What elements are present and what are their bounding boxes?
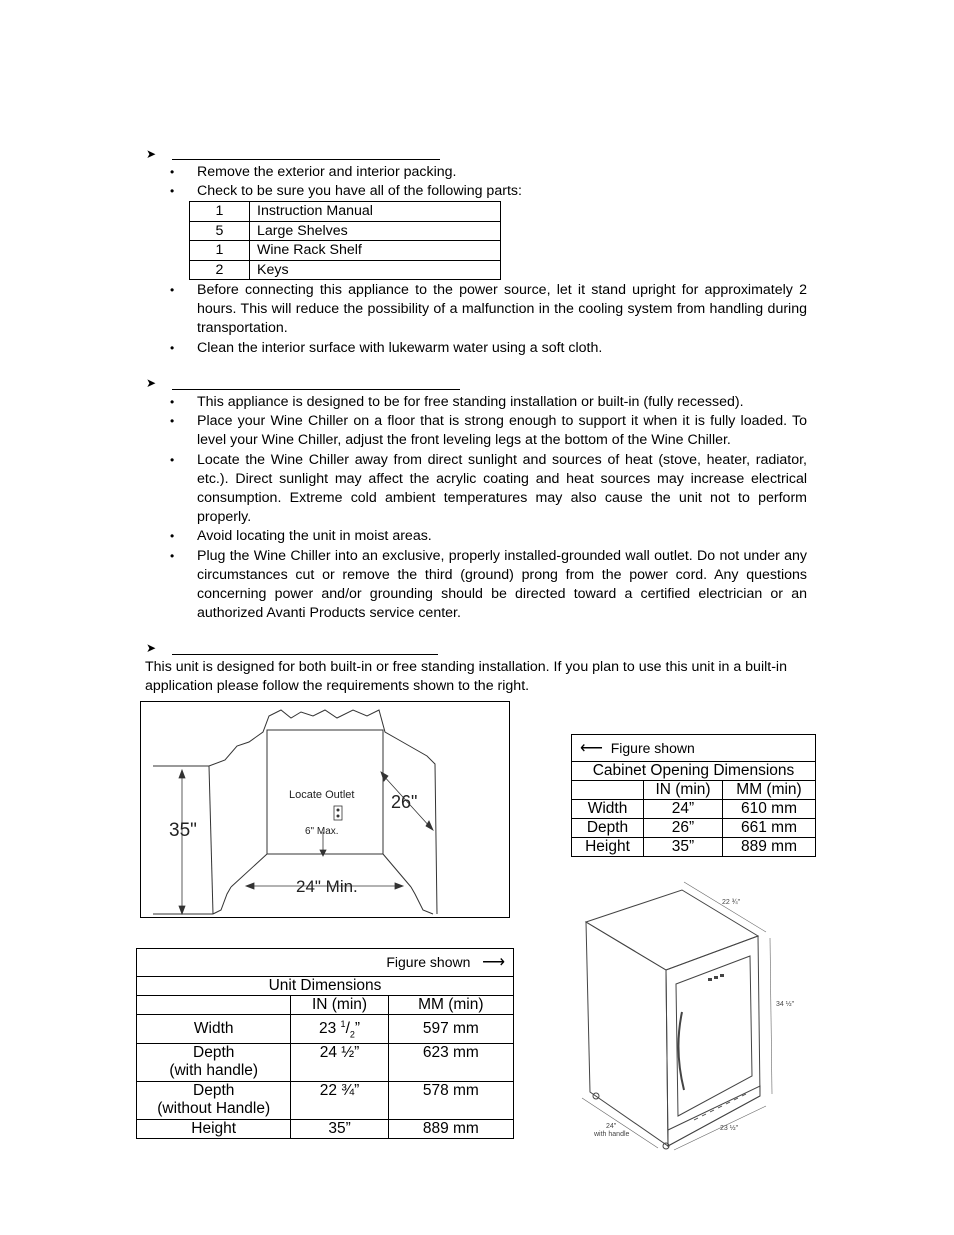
section2-bullets [197,393,807,623]
locate-outlet-label: Locate Outlet [289,789,355,801]
col-mm: MM (min) [723,781,816,800]
row-label [137,1082,291,1120]
row-label: Height [137,1120,291,1139]
width-in-num: 1 [340,1019,346,1029]
table-row [137,996,514,1015]
row-in: 26” [644,819,723,838]
table-title: Cabinet Opening Dimensions [572,762,816,781]
row-in: 24 ½” [291,1044,388,1082]
list-item: • Place your Wine Chiller on a floor that is strong enough to support it when it is fully loaded. To level your Wine Chiller, adjust the front leveling legs at the bottom of the Wine Chiller. [197,412,807,450]
table-row [572,838,816,857]
table-title: Unit Dimensions [137,977,514,996]
bottom-left-dim-label: 24" [606,1123,617,1130]
width-label: 24" Min. [296,877,358,896]
col-in: IN (min) [291,996,388,1015]
width-in-close: ” [354,1020,361,1038]
section-arrow-3: ➤ [146,641,157,655]
blank-cell [137,996,291,1015]
row-in: 35” [644,838,723,857]
table-row [190,202,501,222]
section-arrow-1: ➤ [146,147,157,161]
list-item: • Remove the exterior and interior packing. [197,163,807,182]
section1-bullets [197,163,807,201]
table-row [572,762,816,781]
figure-note-cell [137,949,514,977]
table-row [572,735,816,762]
row-label [137,1044,291,1082]
list-item: • Before connecting this appliance to the power source, let it stand upright for approximately 2 hours. This will reduce the possibility of a malfunction in the cooling system from handling during transportation. [197,281,807,339]
part-qty: 5 [190,221,250,241]
table-row [137,1120,514,1139]
row-mm: 623 mm [388,1044,513,1082]
table-row [137,949,514,977]
section-heading-1-rule [172,159,440,160]
section-heading-3-rule [172,654,438,655]
table-row [572,800,816,819]
max-label: 6" Max. [305,826,339,837]
row-mm: 597 mm [388,1015,513,1044]
arrow-right-icon: ⟶ [482,954,505,971]
section-arrow-2: ➤ [146,376,157,390]
part-qty: 2 [190,260,250,280]
table-row [137,1015,514,1044]
bottom-right-dim-label: 23 ½" [720,1125,739,1132]
table-row [137,977,514,996]
row-in: 24” [644,800,723,819]
row-label-line1: Depth [193,1044,235,1062]
row-mm: 889 mm [723,838,816,857]
row-mm: 578 mm [388,1082,513,1120]
table-row [137,1044,514,1082]
figure-note: Figure shown [610,739,695,756]
cabinet-opening-figure [140,701,510,918]
row-label: Width [137,1015,291,1044]
side-dim-label: 34 ½" [776,1001,795,1008]
row-label-line1: Depth [193,1082,235,1100]
table-row [190,260,501,280]
cabinet-opening-drawing [141,702,509,917]
col-mm: MM (min) [388,996,513,1015]
parts-table [189,201,501,280]
col-in: IN (min) [644,781,723,800]
part-item: Large Shelves [250,221,501,241]
row-in: 35” [291,1120,388,1139]
table-row [572,819,816,838]
section1-bullets-after [197,281,807,358]
section-heading-2-rule [172,389,460,390]
list-item: • This appliance is designed to be for free standing installation or built-in (fully recessed). [197,393,807,412]
table-row [190,221,501,241]
top-dim-label: 22 ¾" [722,899,741,906]
width-in-den: 2 [349,1029,355,1040]
part-item: Wine Rack Shelf [250,241,501,261]
row-mm: 661 mm [723,819,816,838]
depth-label: 26" [391,792,418,812]
bottom-left-dim-sublabel: with handle [594,1131,630,1138]
list-item: • Plug the Wine Chiller into an exclusive, properly installed-grounded wall outlet. Do not under any circumstances cut or remove the third (ground) prong from the power cord. Any questions concerning power and/or grounding should be directed toward a certified electrician or an authorized Avanti Products service center. [197,547,807,624]
cabinet-dimensions-table [571,734,816,857]
row-mm: 610 mm [723,800,816,819]
arrow-left-icon: ⟵ [580,739,603,757]
row-mm: 889 mm [388,1120,513,1139]
figure-note-cell [572,735,816,762]
row-label: Depth [572,819,644,838]
table-row [572,781,816,800]
width-in-whole: 23 [318,1020,341,1038]
section3-intro: This unit is designed for both built-in or free standing installation. If you plan to use this unit in a built-in application please follow the requirements shown to the right. [145,659,787,694]
row-in: 23 $^1/_2$” [291,1015,388,1044]
wine-chiller-drawing [574,880,806,1155]
list-item: • Avoid locating the unit in moist areas. [197,527,807,546]
row-label: Width [572,800,644,819]
unit-dimensions-table [136,948,514,1139]
table-row [190,241,501,261]
blank-cell [572,781,644,800]
part-qty: 1 [190,202,250,222]
row-label-line2: (without Handle) [157,1100,271,1118]
wine-chiller-figure [574,880,806,1155]
list-item: • Check to be sure you have all of the following parts: [197,182,807,201]
list-item: • Clean the interior surface with lukewarm water using a soft cloth. [197,339,807,358]
table-row [137,1082,514,1120]
figure-note: Figure shown [386,954,471,970]
part-item: Keys [250,260,501,280]
list-item: • Locate the Wine Chiller away from direct sunlight and sources of heat (stove, heater, radiator, etc.). Direct sunlight may affect the acrylic coating and heat sources may increase electrical consumption. Extreme cold ambient temperatures may also cause the unit not to perform properly. [197,451,807,528]
part-item: Instruction Manual [250,202,501,222]
row-label: Height [572,838,644,857]
height-label: 35" [169,820,197,841]
part-qty: 1 [190,241,250,261]
row-in: 22 ¾” [291,1082,388,1120]
row-label-line2: (with handle) [169,1062,259,1080]
